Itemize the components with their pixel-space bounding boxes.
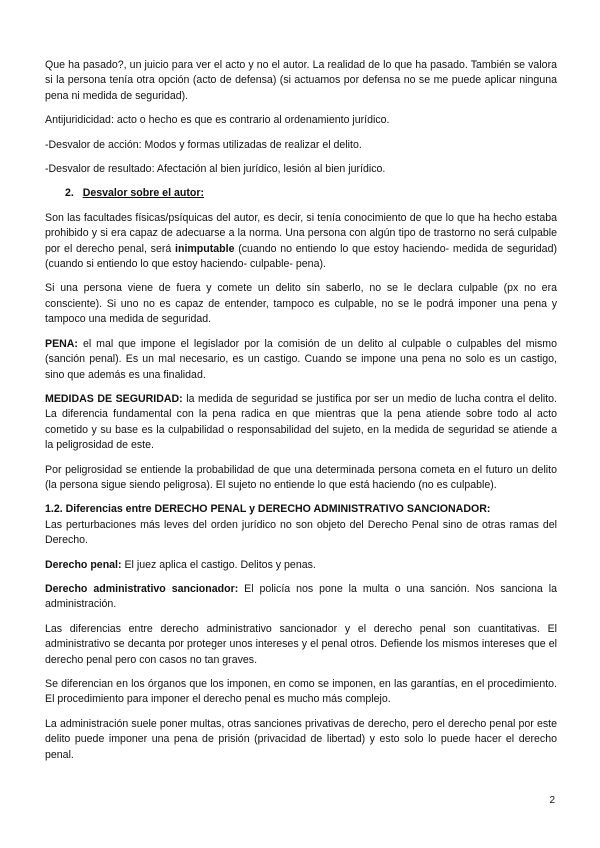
paragraph-pena: PENA: el mal que impone el legislador por la comisión de un delito al culpable o culpables del mismo (sanción penal). Es un mal necesario, es un castigo. Cuando se impone una pena no solo es un castigo, sino que además es una finalidad. xyxy=(45,337,557,381)
paragraph-persona-fuera: Si una persona viene de fuera y comete un delito sin saberlo, no se le declara culpable (px no era consciente). Si uno no es capaz de entender, tampoco es culpable, no se le podrá imponer una pena y tampoco una medida de seguridad. xyxy=(45,282,557,326)
page-number: 2 xyxy=(549,795,555,806)
term-inimputable: inimputable xyxy=(175,242,235,255)
heading-number: 2. xyxy=(65,187,74,200)
heading-diferencias: 1.2. Diferencias entre DERECHO PENAL y DERECHO ADMINISTRATIVO SANCIONADOR: xyxy=(45,503,491,516)
term-derecho-administrativo: Derecho administrativo sancionador: xyxy=(45,582,239,595)
paragraph-juicio: Que ha pasado?, un juicio para ver el acto y no el autor. La realidad de lo que ha pasado. También se valora si la persona tenía otra opción (acto de defensa) (si actuamos por defensa no se me puede aplicar ninguna pena ni medida de seguridad). xyxy=(45,59,557,102)
paragraph-derecho-administrativo: Derecho administrativo sancionador: El policía nos pone la multa o una sanción. Nos sanciona la administración. xyxy=(45,582,557,611)
paragraph-antijuridicidad: Antijuridicidad: acto o hecho es que es contrario al ordenamiento jurídico. xyxy=(45,114,390,127)
document-body xyxy=(45,58,557,772)
heading-desvalor-autor xyxy=(45,186,557,201)
paragraph-diferencias-cuantitativas: Las diferencias entre derecho administrativo sancionador y el derecho penal son cuantitativas. El administrativo se decanta por proteger unos intereses y el penal otros. Defiende los mismos intereses que el derecho penal pero con casos no tan graves. xyxy=(45,622,557,666)
term-pena: PENA: xyxy=(45,337,78,350)
paragraph-desvalor-resultado: -Desvalor de resultado: Afectación al bien jurídico, lesión al bien jurídico. xyxy=(45,163,386,176)
paragraph-perturbaciones: Las perturbaciones más leves del orden jurídico no son objeto del Derecho Penal sino de otras ramas del Derecho. xyxy=(45,518,557,547)
term-derecho-penal: Derecho penal: xyxy=(45,558,122,571)
paragraph-multas: La administración suele poner multas, otras sanciones privativas de derecho, pero el derecho penal por este delito puede imponer una pena de prisión (privacidad de libertad) y esto solo lo puede hacer el derecho penal. xyxy=(45,717,557,761)
paragraph-medidas: MEDIDAS DE SEGURIDAD: la medida de seguridad se justifica por ser un medio de lucha contra el delito. La diferencia fundamental con la pena radica en que mientras que la pena atiende sobre todo al acto cometido y su base es la culpabilidad o responsabilidad del sujeto, en la medida de seguridad se atiende a la peligrosidad de este. xyxy=(45,392,557,452)
paragraph-desvalor-accion: -Desvalor de acción: Modos y formas utilizadas de realizar el delito. xyxy=(45,138,362,151)
paragraph-derecho-penal: Derecho penal: El juez aplica el castigo. Delitos y penas. xyxy=(45,558,316,571)
paragraph-organos: Se diferencian en los órganos que los imponen, en como se imponen, en las garantías, en el procedimiento. El procedimiento para imponer el derecho penal es mucho más complejo. xyxy=(45,678,557,706)
term-medidas: MEDIDAS DE SEGURIDAD: xyxy=(45,392,183,405)
heading-title: Desvalor sobre el autor: xyxy=(82,187,204,200)
paragraph-peligrosidad: Por peligrosidad se entiende la probabilidad de que una determinada persona cometa en el futuro un delito (la persona sigue siendo peligrosa). El sujeto no entiende lo que está haciendo (no es culpable). xyxy=(45,463,557,491)
paragraph-facultades: Son las facultades físicas/psíquicas del autor, es decir, si tenía conocimiento de que lo que ha hecho estaba prohibido y si era capaz de adecuarse a la norma. Una persona con algún tipo de trastorno no será culpable por el derecho penal, será inimputable (cuando no entiendo lo que estoy haciendo- medida de seguridad) (cuando si entiendo lo que estoy haciendo- culpable- pena). xyxy=(45,211,557,271)
